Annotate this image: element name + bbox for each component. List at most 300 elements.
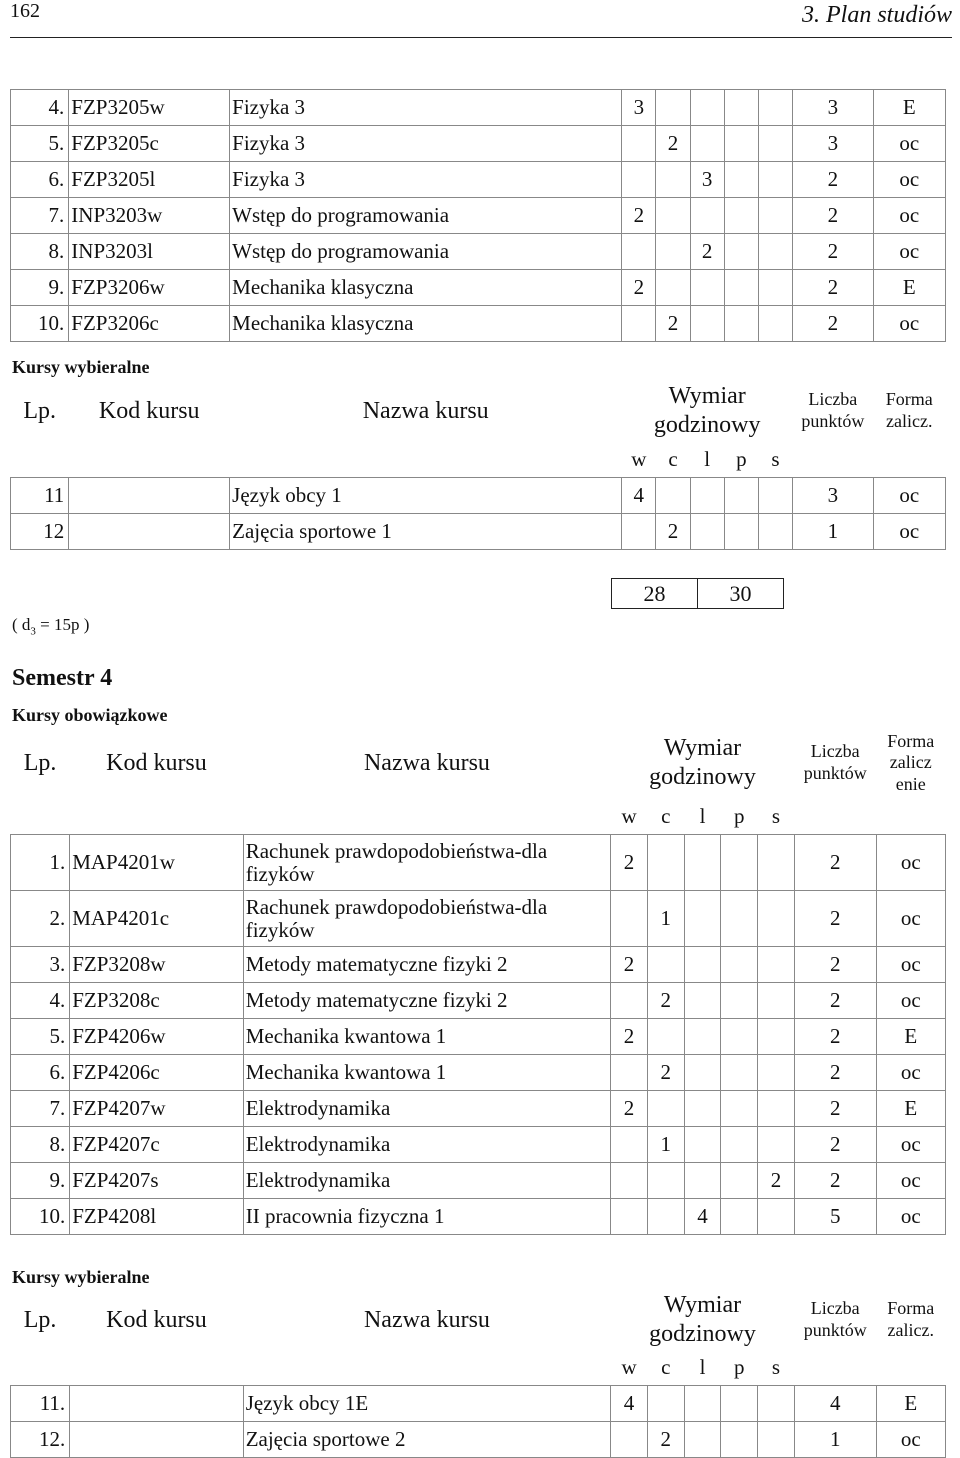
cell-points: 3 bbox=[793, 126, 873, 162]
cell-w: 2 bbox=[611, 1091, 648, 1127]
cell-c bbox=[656, 198, 690, 234]
cell-c bbox=[656, 90, 690, 126]
cell-lp: 10. bbox=[11, 306, 69, 342]
form-line2: zalicz. bbox=[886, 411, 933, 431]
cell-points: 2 bbox=[794, 947, 876, 983]
cell-code: FZP4207s bbox=[70, 1163, 244, 1199]
cell-code: FZP3206c bbox=[69, 306, 230, 342]
cell-name: Wstęp do programowania bbox=[230, 198, 622, 234]
table-row bbox=[11, 1055, 946, 1091]
cell-points: 3 bbox=[793, 478, 873, 514]
cell-w bbox=[622, 514, 656, 550]
form-line1: Forma bbox=[885, 389, 933, 410]
cell-lp: 8. bbox=[11, 1127, 70, 1163]
cell-w bbox=[611, 1163, 648, 1199]
points-line2: punktów bbox=[803, 763, 867, 783]
cell-name: Mechanika klasyczna bbox=[230, 270, 622, 306]
cell-points: 2 bbox=[793, 198, 873, 234]
points-line2: punktów bbox=[801, 411, 865, 431]
cell-s bbox=[758, 270, 792, 306]
cell-code bbox=[70, 1422, 244, 1458]
sub-p: p bbox=[733, 804, 745, 828]
cell-name: Metody matematyczne fizyki 2 bbox=[243, 947, 610, 983]
cell-lp: 10. bbox=[11, 1199, 70, 1235]
cell-p bbox=[721, 1199, 758, 1235]
cell-name: Zajęcia sportowe 2 bbox=[243, 1422, 610, 1458]
cell-p bbox=[721, 835, 758, 891]
cell-code: FZP4207w bbox=[70, 1091, 244, 1127]
col-code: Kod kursu bbox=[106, 749, 207, 776]
cell-name: Elektrodynamika bbox=[243, 1127, 610, 1163]
cell-c: 2 bbox=[656, 514, 690, 550]
col-points bbox=[794, 727, 876, 799]
cell-s: 2 bbox=[758, 1163, 795, 1199]
cell-code: INP3203l bbox=[69, 234, 230, 270]
cell-form: oc bbox=[873, 478, 945, 514]
table-row bbox=[11, 1019, 946, 1055]
cell-w: 2 bbox=[611, 835, 648, 891]
cell-l bbox=[690, 90, 724, 126]
cell-name: Język obcy 1E bbox=[243, 1386, 610, 1422]
cell-p bbox=[724, 478, 758, 514]
cell-l: 3 bbox=[690, 162, 724, 198]
cell-p bbox=[721, 1422, 758, 1458]
cell-name: Rachunek prawdopodobieństwa-dla fizyków bbox=[243, 835, 610, 891]
cell-points: 2 bbox=[794, 983, 876, 1019]
cell-form: oc bbox=[876, 891, 945, 947]
cell-points: 2 bbox=[794, 835, 876, 891]
col-name: Nazwa kursu bbox=[363, 1306, 490, 1333]
col-code: Kod kursu bbox=[106, 1306, 207, 1333]
cell-code: FZP3208w bbox=[70, 947, 244, 983]
table-row bbox=[11, 514, 946, 550]
cell-p bbox=[724, 162, 758, 198]
cell-s bbox=[758, 1386, 795, 1422]
cell-form: oc bbox=[873, 514, 945, 550]
cell-s bbox=[758, 478, 792, 514]
cell-form: E bbox=[873, 270, 945, 306]
cell-p bbox=[724, 234, 758, 270]
cell-name: Mechanika kwantowa 1 bbox=[243, 1019, 610, 1055]
cell-p bbox=[724, 126, 758, 162]
cell-lp: 9. bbox=[11, 1163, 70, 1199]
col-form bbox=[876, 1290, 945, 1350]
cell-w bbox=[611, 1127, 648, 1163]
cell-lp: 5. bbox=[11, 1019, 70, 1055]
table-row bbox=[11, 1199, 946, 1235]
table-row bbox=[11, 90, 946, 126]
cell-code: FZP4206w bbox=[70, 1019, 244, 1055]
cell-code: FZP4206c bbox=[70, 1055, 244, 1091]
cell-lp: 3. bbox=[11, 947, 70, 983]
cell-w bbox=[611, 1199, 648, 1235]
cell-form: oc bbox=[873, 126, 945, 162]
cell-s bbox=[758, 1422, 795, 1458]
col-lp: Lp. bbox=[23, 1306, 57, 1333]
table-row bbox=[11, 947, 946, 983]
col-lp: Lp. bbox=[23, 749, 57, 776]
cell-c bbox=[647, 1386, 684, 1422]
cell-s bbox=[758, 1055, 795, 1091]
page-number: 162 bbox=[10, 0, 40, 22]
cell-code bbox=[70, 1386, 244, 1422]
cell-code: FZP3205c bbox=[69, 126, 230, 162]
cell-name: Język obcy 1 bbox=[230, 478, 622, 514]
s3e-header-row bbox=[11, 380, 946, 442]
sub-p: p bbox=[736, 447, 747, 471]
cell-lp: 11. bbox=[11, 1386, 70, 1422]
cell-p bbox=[724, 270, 758, 306]
form-line1: Forma bbox=[887, 1298, 935, 1319]
cell-w bbox=[622, 234, 656, 270]
table-row bbox=[11, 198, 946, 234]
cell-w: 2 bbox=[611, 1019, 648, 1055]
cell-s bbox=[758, 514, 792, 550]
cell-form: oc bbox=[873, 306, 945, 342]
cell-name: Fizyka 3 bbox=[230, 162, 622, 198]
header-rule bbox=[10, 37, 952, 38]
cell-w bbox=[611, 983, 648, 1019]
cell-l bbox=[690, 198, 724, 234]
cell-points: 2 bbox=[794, 891, 876, 947]
cell-p bbox=[721, 1163, 758, 1199]
cell-lp: 2. bbox=[11, 891, 70, 947]
cell-s bbox=[758, 983, 795, 1019]
cell-points: 4 bbox=[794, 1386, 876, 1422]
s4-mandatory-label: Kursy obowiązkowe bbox=[12, 705, 168, 725]
total-hours: 28 bbox=[612, 579, 698, 609]
cell-code bbox=[69, 514, 230, 550]
cell-l bbox=[684, 1019, 721, 1055]
cell-form: oc bbox=[873, 162, 945, 198]
table-row bbox=[11, 1163, 946, 1199]
cell-s bbox=[758, 1091, 795, 1127]
semester3-elective-table bbox=[10, 380, 946, 550]
cell-name: Elektrodynamika bbox=[243, 1163, 610, 1199]
points-line1: Liczba bbox=[810, 741, 860, 762]
cell-name: Elektrodynamika bbox=[243, 1091, 610, 1127]
cell-form: oc bbox=[876, 835, 945, 891]
cell-l bbox=[684, 1127, 721, 1163]
s3-elective-label: Kursy wybieralne bbox=[12, 357, 150, 377]
cell-l bbox=[690, 306, 724, 342]
cell-s bbox=[758, 891, 795, 947]
cell-lp: 4. bbox=[11, 983, 70, 1019]
cell-points: 3 bbox=[793, 90, 873, 126]
col-points bbox=[794, 1290, 876, 1350]
cell-code: FZP4207c bbox=[70, 1127, 244, 1163]
sub-l: l bbox=[704, 447, 711, 471]
cell-lp: 7. bbox=[11, 198, 69, 234]
cell-w: 3 bbox=[622, 90, 656, 126]
cell-c bbox=[647, 1091, 684, 1127]
cell-lp: 4. bbox=[11, 90, 69, 126]
semester4-title: Semestr 4 bbox=[12, 665, 113, 691]
cell-p bbox=[721, 891, 758, 947]
cell-lp: 8. bbox=[11, 234, 69, 270]
cell-c bbox=[647, 1199, 684, 1235]
cell-points: 2 bbox=[793, 162, 873, 198]
cell-w: 4 bbox=[622, 478, 656, 514]
cell-l bbox=[684, 1163, 721, 1199]
semester3-mandatory-table bbox=[10, 89, 946, 342]
cell-l bbox=[684, 1422, 721, 1458]
wymiar-line1: Wymiar bbox=[663, 1292, 742, 1319]
d3-note: ( $d_3 = 15p$ ) bbox=[12, 615, 90, 638]
cell-points: 1 bbox=[793, 514, 873, 550]
cell-w bbox=[611, 1055, 648, 1091]
cell-code: MAP4201w bbox=[70, 835, 244, 891]
s3e-subheader-row bbox=[11, 442, 946, 478]
sub-w: w bbox=[631, 447, 647, 471]
sub-l: l bbox=[699, 1355, 706, 1379]
form-line2: zalicz. bbox=[887, 1320, 934, 1340]
cell-s bbox=[758, 234, 792, 270]
sub-s: s bbox=[771, 447, 780, 471]
table-row bbox=[11, 478, 946, 514]
cell-c bbox=[656, 234, 690, 270]
cell-s bbox=[758, 90, 792, 126]
cell-c: 1 bbox=[647, 891, 684, 947]
cell-s bbox=[758, 835, 795, 891]
cell-p bbox=[724, 514, 758, 550]
cell-w bbox=[622, 306, 656, 342]
cell-c bbox=[647, 947, 684, 983]
points-line2: punktów bbox=[803, 1320, 867, 1340]
cell-p bbox=[724, 306, 758, 342]
cell-p bbox=[721, 1386, 758, 1422]
cell-code: INP3203w bbox=[69, 198, 230, 234]
cell-w bbox=[611, 891, 648, 947]
cell-lp: 7. bbox=[11, 1091, 70, 1127]
col-form bbox=[876, 727, 945, 799]
cell-name: Metody matematyczne fizyki 2 bbox=[243, 983, 610, 1019]
cell-w: 2 bbox=[622, 270, 656, 306]
s4e-subheader-row bbox=[11, 1350, 946, 1386]
cell-points: 2 bbox=[794, 1091, 876, 1127]
cell-p bbox=[721, 983, 758, 1019]
cell-w bbox=[622, 126, 656, 162]
cell-name: Fizyka 3 bbox=[230, 126, 622, 162]
cell-form: oc bbox=[876, 1422, 945, 1458]
cell-s bbox=[758, 198, 792, 234]
cell-w: 4 bbox=[611, 1386, 648, 1422]
cell-p bbox=[724, 198, 758, 234]
cell-lp: 11 bbox=[11, 478, 69, 514]
cell-l bbox=[690, 478, 724, 514]
cell-c bbox=[647, 835, 684, 891]
form-line2: zalicz bbox=[889, 752, 932, 773]
s4m-subheader-row bbox=[11, 799, 946, 835]
table-row bbox=[11, 891, 946, 947]
col-name: Nazwa kursu bbox=[362, 397, 489, 424]
cell-lp: 5. bbox=[11, 126, 69, 162]
cell-form: oc bbox=[876, 1055, 945, 1091]
cell-name: Rachunek prawdopodobieństwa-dla fizyków bbox=[243, 891, 610, 947]
form-line1: Forma bbox=[887, 730, 935, 751]
cell-p bbox=[721, 1019, 758, 1055]
cell-points: 5 bbox=[794, 1199, 876, 1235]
cell-l bbox=[684, 835, 721, 891]
semester4-mandatory-table bbox=[10, 727, 946, 1235]
table-row bbox=[11, 983, 946, 1019]
sub-c: c bbox=[661, 1355, 671, 1379]
cell-code: FZP3205l bbox=[69, 162, 230, 198]
wymiar-line2: godzinowy bbox=[649, 764, 756, 790]
cell-form: E bbox=[876, 1019, 945, 1055]
cell-p bbox=[721, 1091, 758, 1127]
cell-points: 2 bbox=[793, 234, 873, 270]
table-row bbox=[11, 1422, 946, 1458]
cell-c bbox=[656, 478, 690, 514]
sub-c: c bbox=[668, 447, 678, 471]
chapter-title: 3. Plan studiów bbox=[801, 2, 952, 28]
cell-l bbox=[690, 126, 724, 162]
col-points bbox=[793, 380, 873, 442]
table-row bbox=[11, 162, 946, 198]
sub-c: c bbox=[661, 804, 671, 828]
sub-w: w bbox=[621, 804, 637, 828]
cell-c bbox=[656, 270, 690, 306]
cell-s bbox=[758, 126, 792, 162]
cell-l bbox=[684, 947, 721, 983]
semester3-totals bbox=[611, 578, 784, 609]
cell-l: 4 bbox=[684, 1199, 721, 1235]
col-wymiar bbox=[611, 727, 795, 799]
cell-l: 2 bbox=[690, 234, 724, 270]
table-row bbox=[11, 1386, 946, 1422]
cell-code: FZP4208l bbox=[70, 1199, 244, 1235]
cell-lp: 6. bbox=[11, 1055, 70, 1091]
cell-name: II pracownia fizyczna 1 bbox=[243, 1199, 610, 1235]
cell-form: oc bbox=[873, 198, 945, 234]
cell-points: 2 bbox=[793, 306, 873, 342]
cell-s bbox=[758, 1019, 795, 1055]
cell-points: 2 bbox=[794, 1019, 876, 1055]
cell-form: oc bbox=[876, 1199, 945, 1235]
cell-lp: 9. bbox=[11, 270, 69, 306]
cell-w bbox=[611, 1422, 648, 1458]
cell-lp: 12. bbox=[11, 1422, 70, 1458]
cell-points: 2 bbox=[793, 270, 873, 306]
cell-c bbox=[647, 1019, 684, 1055]
cell-l bbox=[690, 270, 724, 306]
sub-w: w bbox=[621, 1355, 637, 1379]
cell-l bbox=[684, 1091, 721, 1127]
table-row bbox=[11, 306, 946, 342]
cell-code: FZP3206w bbox=[69, 270, 230, 306]
cell-c: 2 bbox=[656, 126, 690, 162]
cell-l bbox=[684, 1386, 721, 1422]
col-wymiar bbox=[622, 380, 793, 442]
table-row bbox=[11, 234, 946, 270]
s4-elective-label: Kursy wybieralne bbox=[12, 1267, 150, 1287]
cell-w: 2 bbox=[622, 198, 656, 234]
col-form bbox=[873, 380, 945, 442]
cell-form: E bbox=[876, 1091, 945, 1127]
wymiar-line2: godzinowy bbox=[653, 412, 761, 438]
cell-p bbox=[721, 1127, 758, 1163]
cell-c: 2 bbox=[647, 983, 684, 1019]
form-line3: enie bbox=[895, 773, 926, 794]
cell-points: 1 bbox=[794, 1422, 876, 1458]
cell-s bbox=[758, 1127, 795, 1163]
cell-lp: 12 bbox=[11, 514, 69, 550]
cell-p bbox=[721, 1055, 758, 1091]
cell-p bbox=[724, 90, 758, 126]
points-line1: Liczba bbox=[808, 389, 858, 410]
table-row bbox=[11, 270, 946, 306]
cell-name: Fizyka 3 bbox=[230, 90, 622, 126]
table-row bbox=[11, 1127, 946, 1163]
cell-form: oc bbox=[873, 234, 945, 270]
cell-points: 2 bbox=[794, 1055, 876, 1091]
cell-form: E bbox=[873, 90, 945, 126]
col-name: Nazwa kursu bbox=[363, 749, 490, 776]
cell-s bbox=[758, 1199, 795, 1235]
cell-l bbox=[684, 983, 721, 1019]
col-code: Kod kursu bbox=[98, 397, 200, 424]
col-wymiar bbox=[611, 1290, 795, 1350]
cell-form: oc bbox=[876, 1163, 945, 1199]
cell-form: oc bbox=[876, 983, 945, 1019]
cell-name: Wstęp do programowania bbox=[230, 234, 622, 270]
cell-c: 2 bbox=[656, 306, 690, 342]
cell-c: 2 bbox=[647, 1055, 684, 1091]
semester4-elective-table bbox=[10, 1290, 946, 1458]
sub-p: p bbox=[733, 1355, 745, 1379]
wymiar-line1: Wymiar bbox=[663, 735, 742, 762]
col-lp: Lp. bbox=[23, 397, 56, 424]
cell-code: MAP4201c bbox=[70, 891, 244, 947]
cell-code bbox=[69, 478, 230, 514]
sub-s: s bbox=[771, 1355, 781, 1379]
cell-name: Mechanika klasyczna bbox=[230, 306, 622, 342]
total-points: 30 bbox=[698, 579, 784, 609]
cell-c bbox=[647, 1163, 684, 1199]
table-row bbox=[11, 1091, 946, 1127]
cell-name: Mechanika kwantowa 1 bbox=[243, 1055, 610, 1091]
points-line1: Liczba bbox=[810, 1298, 860, 1319]
cell-lp: 6. bbox=[11, 162, 69, 198]
cell-form: E bbox=[876, 1386, 945, 1422]
wymiar-line2: godzinowy bbox=[649, 1321, 756, 1347]
wymiar-line1: Wymiar bbox=[668, 383, 746, 410]
cell-code: FZP3205w bbox=[69, 90, 230, 126]
cell-c: 1 bbox=[647, 1127, 684, 1163]
cell-l bbox=[684, 1055, 721, 1091]
sub-s: s bbox=[771, 804, 781, 828]
cell-c bbox=[656, 162, 690, 198]
cell-l bbox=[684, 891, 721, 947]
cell-name: Zajęcia sportowe 1 bbox=[230, 514, 622, 550]
table-row bbox=[11, 835, 946, 891]
table-row bbox=[11, 126, 946, 162]
s4m-header-row bbox=[11, 727, 946, 799]
cell-s bbox=[758, 306, 792, 342]
sub-l: l bbox=[699, 804, 706, 828]
cell-c: 2 bbox=[647, 1422, 684, 1458]
cell-code: FZP3208c bbox=[70, 983, 244, 1019]
cell-points: 2 bbox=[794, 1163, 876, 1199]
cell-lp: 1. bbox=[11, 835, 70, 891]
cell-w: 2 bbox=[611, 947, 648, 983]
cell-w bbox=[622, 162, 656, 198]
cell-form: oc bbox=[876, 947, 945, 983]
cell-points: 2 bbox=[794, 1127, 876, 1163]
cell-l bbox=[690, 514, 724, 550]
s4e-header-row bbox=[11, 1290, 946, 1350]
